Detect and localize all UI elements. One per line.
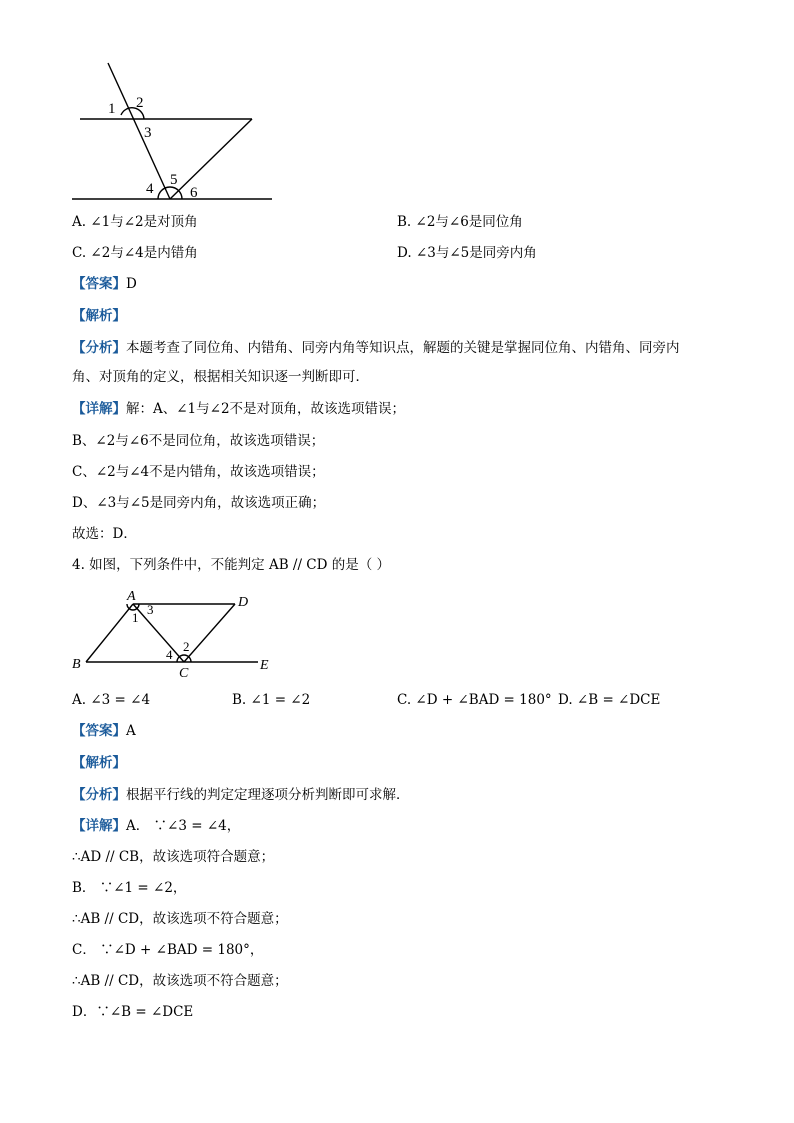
slant-line <box>170 119 252 199</box>
analysis-tag: 【解析】 <box>72 755 126 771</box>
segment-AB <box>86 604 133 662</box>
q4-line-6: ∴AB // CD，故该选项不符合题意； <box>72 973 288 989</box>
q3-xiangjie-line1 <box>72 400 405 418</box>
q4-answer <box>72 722 136 740</box>
transversal-line <box>108 63 170 199</box>
xiangjie-tag: 【详解】 <box>72 401 126 417</box>
q4-option-b: B. ∠1 = ∠2 <box>232 692 311 708</box>
q4-analysis-heading <box>72 754 126 772</box>
figure-transversal-angles <box>72 60 282 208</box>
fenxi-text: 根据平行线的判定定理逐项分析判断即可求解． <box>126 787 410 803</box>
q3-answer <box>72 275 137 293</box>
angle-label-1: 1 <box>108 101 116 117</box>
q3-option-b: B. ∠2与∠6是同位角 <box>397 214 523 230</box>
point-D: D <box>238 595 249 610</box>
q3-analysis-heading <box>72 307 126 325</box>
q3-line-d: D、∠3与∠5是同旁内角，故该选项正确； <box>72 495 326 511</box>
q3-conclusion: 故选：D． <box>72 526 137 542</box>
answer-tag: 【答案】 <box>72 723 126 739</box>
xiangjie-text-1: A． ∵∠3 = ∠4， <box>126 818 241 834</box>
q4-line-5: C． ∵∠D + ∠BAD = 180°， <box>72 942 264 958</box>
segment-CD <box>184 604 235 662</box>
q4-option-d: D. ∠B = ∠DCE <box>558 692 661 708</box>
angle-label-6: 6 <box>190 185 198 201</box>
answer-value: A <box>126 723 136 739</box>
xiangjie-tag: 【详解】 <box>72 818 126 834</box>
angle-label-2: 2 <box>136 95 144 111</box>
angle-label-3: 3 <box>147 602 154 617</box>
point-B: B <box>72 657 81 672</box>
q3-fenxi-line1 <box>72 339 680 357</box>
q4-line-2: ∴AD // CB，故该选项符合题意； <box>72 849 275 865</box>
point-A: A <box>127 589 136 604</box>
point-E: E <box>260 658 269 673</box>
point-C: C <box>179 666 189 681</box>
angle-label-1: 1 <box>132 610 139 625</box>
angle-label-4: 4 <box>166 647 173 662</box>
q4-xiangjie-line1 <box>72 817 240 835</box>
angle-label-3: 3 <box>144 125 152 141</box>
angle-label-2: 2 <box>183 639 190 654</box>
q4-fenxi <box>72 786 410 804</box>
angle-label-5: 5 <box>170 172 178 188</box>
q4-line-3: B． ∵∠1 = ∠2， <box>72 880 187 896</box>
angle-label-4: 4 <box>146 181 154 197</box>
q3-option-d: D. ∠3与∠5是同旁内角 <box>397 245 537 261</box>
q3-option-a: A. ∠1与∠2是对顶角 <box>72 214 198 230</box>
angle-arc-bottom <box>158 187 182 199</box>
figure-parallelogram <box>70 586 280 682</box>
q3-line-c: C、∠2与∠4不是内错角，故该选项错误； <box>72 464 325 480</box>
q3-fenxi-line2: 角、对顶角的定义，根据相关知识逐一判断即可． <box>72 369 369 385</box>
fenxi-tag: 【分析】 <box>72 787 126 803</box>
q3-option-c: C. ∠2与∠4是内错角 <box>72 245 198 261</box>
xiangjie-text-1: 解：A、∠1与∠2不是对顶角，故该选项错误； <box>126 401 406 417</box>
fenxi-text-1: 本题考查了同位角、内错角、同旁内角等知识点，解题的关键是掌握同位角、内错角、同旁内 <box>126 340 680 356</box>
q4-stem: 4. 如图，下列条件中，不能判定 AB // CD 的是（ ） <box>72 557 391 573</box>
q4-option-a: A. ∠3 = ∠4 <box>72 692 151 708</box>
q4-option-c: C. ∠D + ∠BAD = 180° <box>397 692 552 708</box>
analysis-tag: 【解析】 <box>72 308 126 324</box>
segment-AC <box>133 604 184 662</box>
answer-tag: 【答案】 <box>72 276 126 292</box>
q3-line-b: B、∠2与∠6不是同位角，故该选项错误； <box>72 433 325 449</box>
fenxi-tag: 【分析】 <box>72 340 126 356</box>
q4-line-4: ∴AB // CD，故该选项不符合题意； <box>72 911 288 927</box>
answer-value: D <box>126 276 137 292</box>
q4-line-7: D．∵∠B = ∠DCE <box>72 1004 194 1020</box>
